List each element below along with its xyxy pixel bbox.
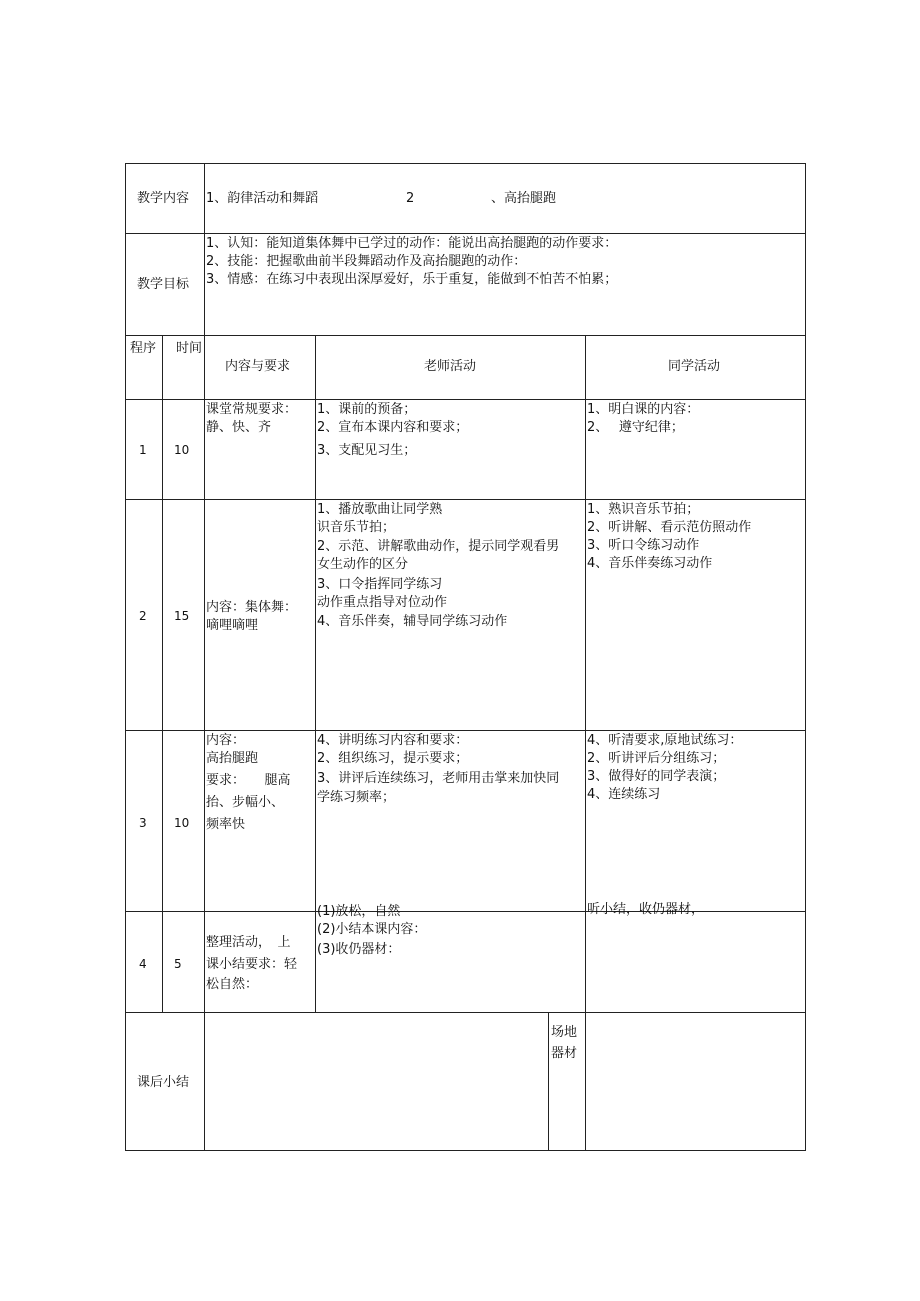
header-order: 程序 <box>130 341 157 356</box>
row-time: 5 <box>174 957 182 971</box>
table-border-left <box>125 163 126 1151</box>
summary-label: 课后小结 <box>137 1075 190 1090</box>
row-divider <box>125 335 806 336</box>
row-content-line: 要求： 腿高 <box>206 773 291 788</box>
row-content-line: 高抬腿跑 <box>206 751 259 766</box>
teacher-activity-line: 2、示范、讲解歌曲动作，提示同学观看男 <box>317 539 560 554</box>
teacher-activity-line: 4、音乐伴奏，辅导同学练习动作 <box>317 614 508 629</box>
student-activity-line: 1、明白课的内容： <box>587 402 700 417</box>
venue-label-line: 器材 <box>551 1046 578 1061</box>
row-divider <box>125 1012 806 1013</box>
table-border-top <box>125 163 806 164</box>
row-content-line: 整理活动， 上 <box>206 935 291 950</box>
teacher-clipped-line: (1)放松，自然 <box>317 904 401 919</box>
column-divider-content <box>315 335 316 1012</box>
student-activity-line: 4、连续练习 <box>587 787 661 802</box>
student-clipped-line: 听小结，收仍器材， <box>587 902 705 917</box>
student-activity-line: 3、做得好的同学表演； <box>587 769 726 784</box>
student-activity-line: 3、听口令练习动作 <box>587 538 700 553</box>
row-order: 2 <box>139 609 147 623</box>
teacher-activity-line: 3、讲评后连续练习，老师用击掌来加快同 <box>317 771 560 786</box>
teacher-activity-line: 3、口令指挥同学练习 <box>317 577 443 592</box>
student-activity-line: 2、听讲评后分组练习； <box>587 751 726 766</box>
row-divider <box>125 730 806 731</box>
column-divider-label <box>204 1012 205 1151</box>
row-content-line: 松自然： <box>206 977 259 992</box>
row-content-line: 内容：集体舞： <box>206 600 298 615</box>
content-item-1: 1、韵律活动和舞蹈 <box>206 191 319 206</box>
row-content-line: 课小结要求：轻 <box>206 957 298 972</box>
row-order: 4 <box>139 957 147 971</box>
header-content: 内容与要求 <box>225 359 291 374</box>
row-time: 10 <box>174 816 190 830</box>
row-order: 1 <box>139 443 147 457</box>
table-border-right <box>805 163 806 1151</box>
teacher-activity-line: 3、支配见习生； <box>317 443 417 458</box>
goal-line: 3、情感：在练习中表现出深厚爱好，乐于重复，能做到不怕苦不怕累； <box>206 272 618 287</box>
teacher-activity-line: 1、课前的预备； <box>317 402 417 417</box>
teacher-activity-line: 动作重点指导对位动作 <box>317 595 448 610</box>
row-content-line: 频率快 <box>206 817 246 832</box>
row-order: 3 <box>139 816 147 830</box>
student-clipped-line-wrapper <box>587 901 797 917</box>
row-content-line: 嘀哩嘀哩 <box>206 618 259 633</box>
header-student: 同学活动 <box>668 359 721 374</box>
teacher-clipped-line-wrapper <box>317 903 577 919</box>
student-activity-line: 4、听清要求,原地试练习： <box>587 733 743 748</box>
header-time: 时间 <box>176 341 203 356</box>
column-divider-order <box>162 335 163 1012</box>
teacher-activity-line: 学练习频率； <box>317 790 396 805</box>
row-divider <box>125 399 806 400</box>
row-divider <box>125 233 806 234</box>
goal-line: 1、认知：能知道集体舞中已学过的动作：能说出高抬腿跑的动作要求： <box>206 236 618 251</box>
row-content-line: 抬、步幅小、 <box>206 795 285 810</box>
column-divider-time <box>204 335 205 1012</box>
teacher-activity-line: 1、播放歌曲让同学熟 <box>317 502 443 517</box>
teacher-activity-line: (3)收仍器材： <box>317 942 401 957</box>
teacher-activity-line: 2、宣布本课内容和要求； <box>317 420 469 435</box>
column-divider-teacher <box>585 335 586 1151</box>
row-time: 10 <box>174 443 190 457</box>
student-activity-line: 4、音乐伴奏练习动作 <box>587 556 713 571</box>
content-item-2: 、高抬腿跑 <box>491 191 557 206</box>
teacher-activity-line: 女生动作的区分 <box>317 557 409 572</box>
goals-label: 教学目标 <box>137 277 190 292</box>
row-content-line: 课堂常规要求： <box>206 402 298 417</box>
row-divider <box>125 499 806 500</box>
column-divider-label <box>204 163 205 335</box>
content-item-2-number: 2 <box>406 191 415 206</box>
teacher-activity-line: (2)小结本课内容： <box>317 922 427 937</box>
teacher-activity-line: 识音乐节拍； <box>317 520 396 535</box>
teacher-activity-line: 4、讲明练习内容和要求： <box>317 733 469 748</box>
table-border-bottom <box>125 1150 806 1151</box>
student-activity-line: 1、熟识音乐节拍； <box>587 502 700 517</box>
student-activity-line: 2、 遵守纪律； <box>587 420 684 435</box>
goal-line: 2、技能：把握歌曲前半段舞蹈动作及高抬腿跑的动作： <box>206 254 527 269</box>
row-content-line: 内容： <box>206 733 246 748</box>
content-label: 教学内容 <box>137 191 190 206</box>
row-content-line: 静、快、齐 <box>206 420 272 435</box>
column-divider-venue <box>548 1012 549 1151</box>
teacher-activity-line: 2、组织练习，提示要求； <box>317 751 469 766</box>
venue-label-line: 场地 <box>551 1025 578 1040</box>
row-time: 15 <box>174 609 190 623</box>
student-activity-line: 2、听讲解、看示范仿照动作 <box>587 520 752 535</box>
header-teacher: 老师活动 <box>424 359 477 374</box>
